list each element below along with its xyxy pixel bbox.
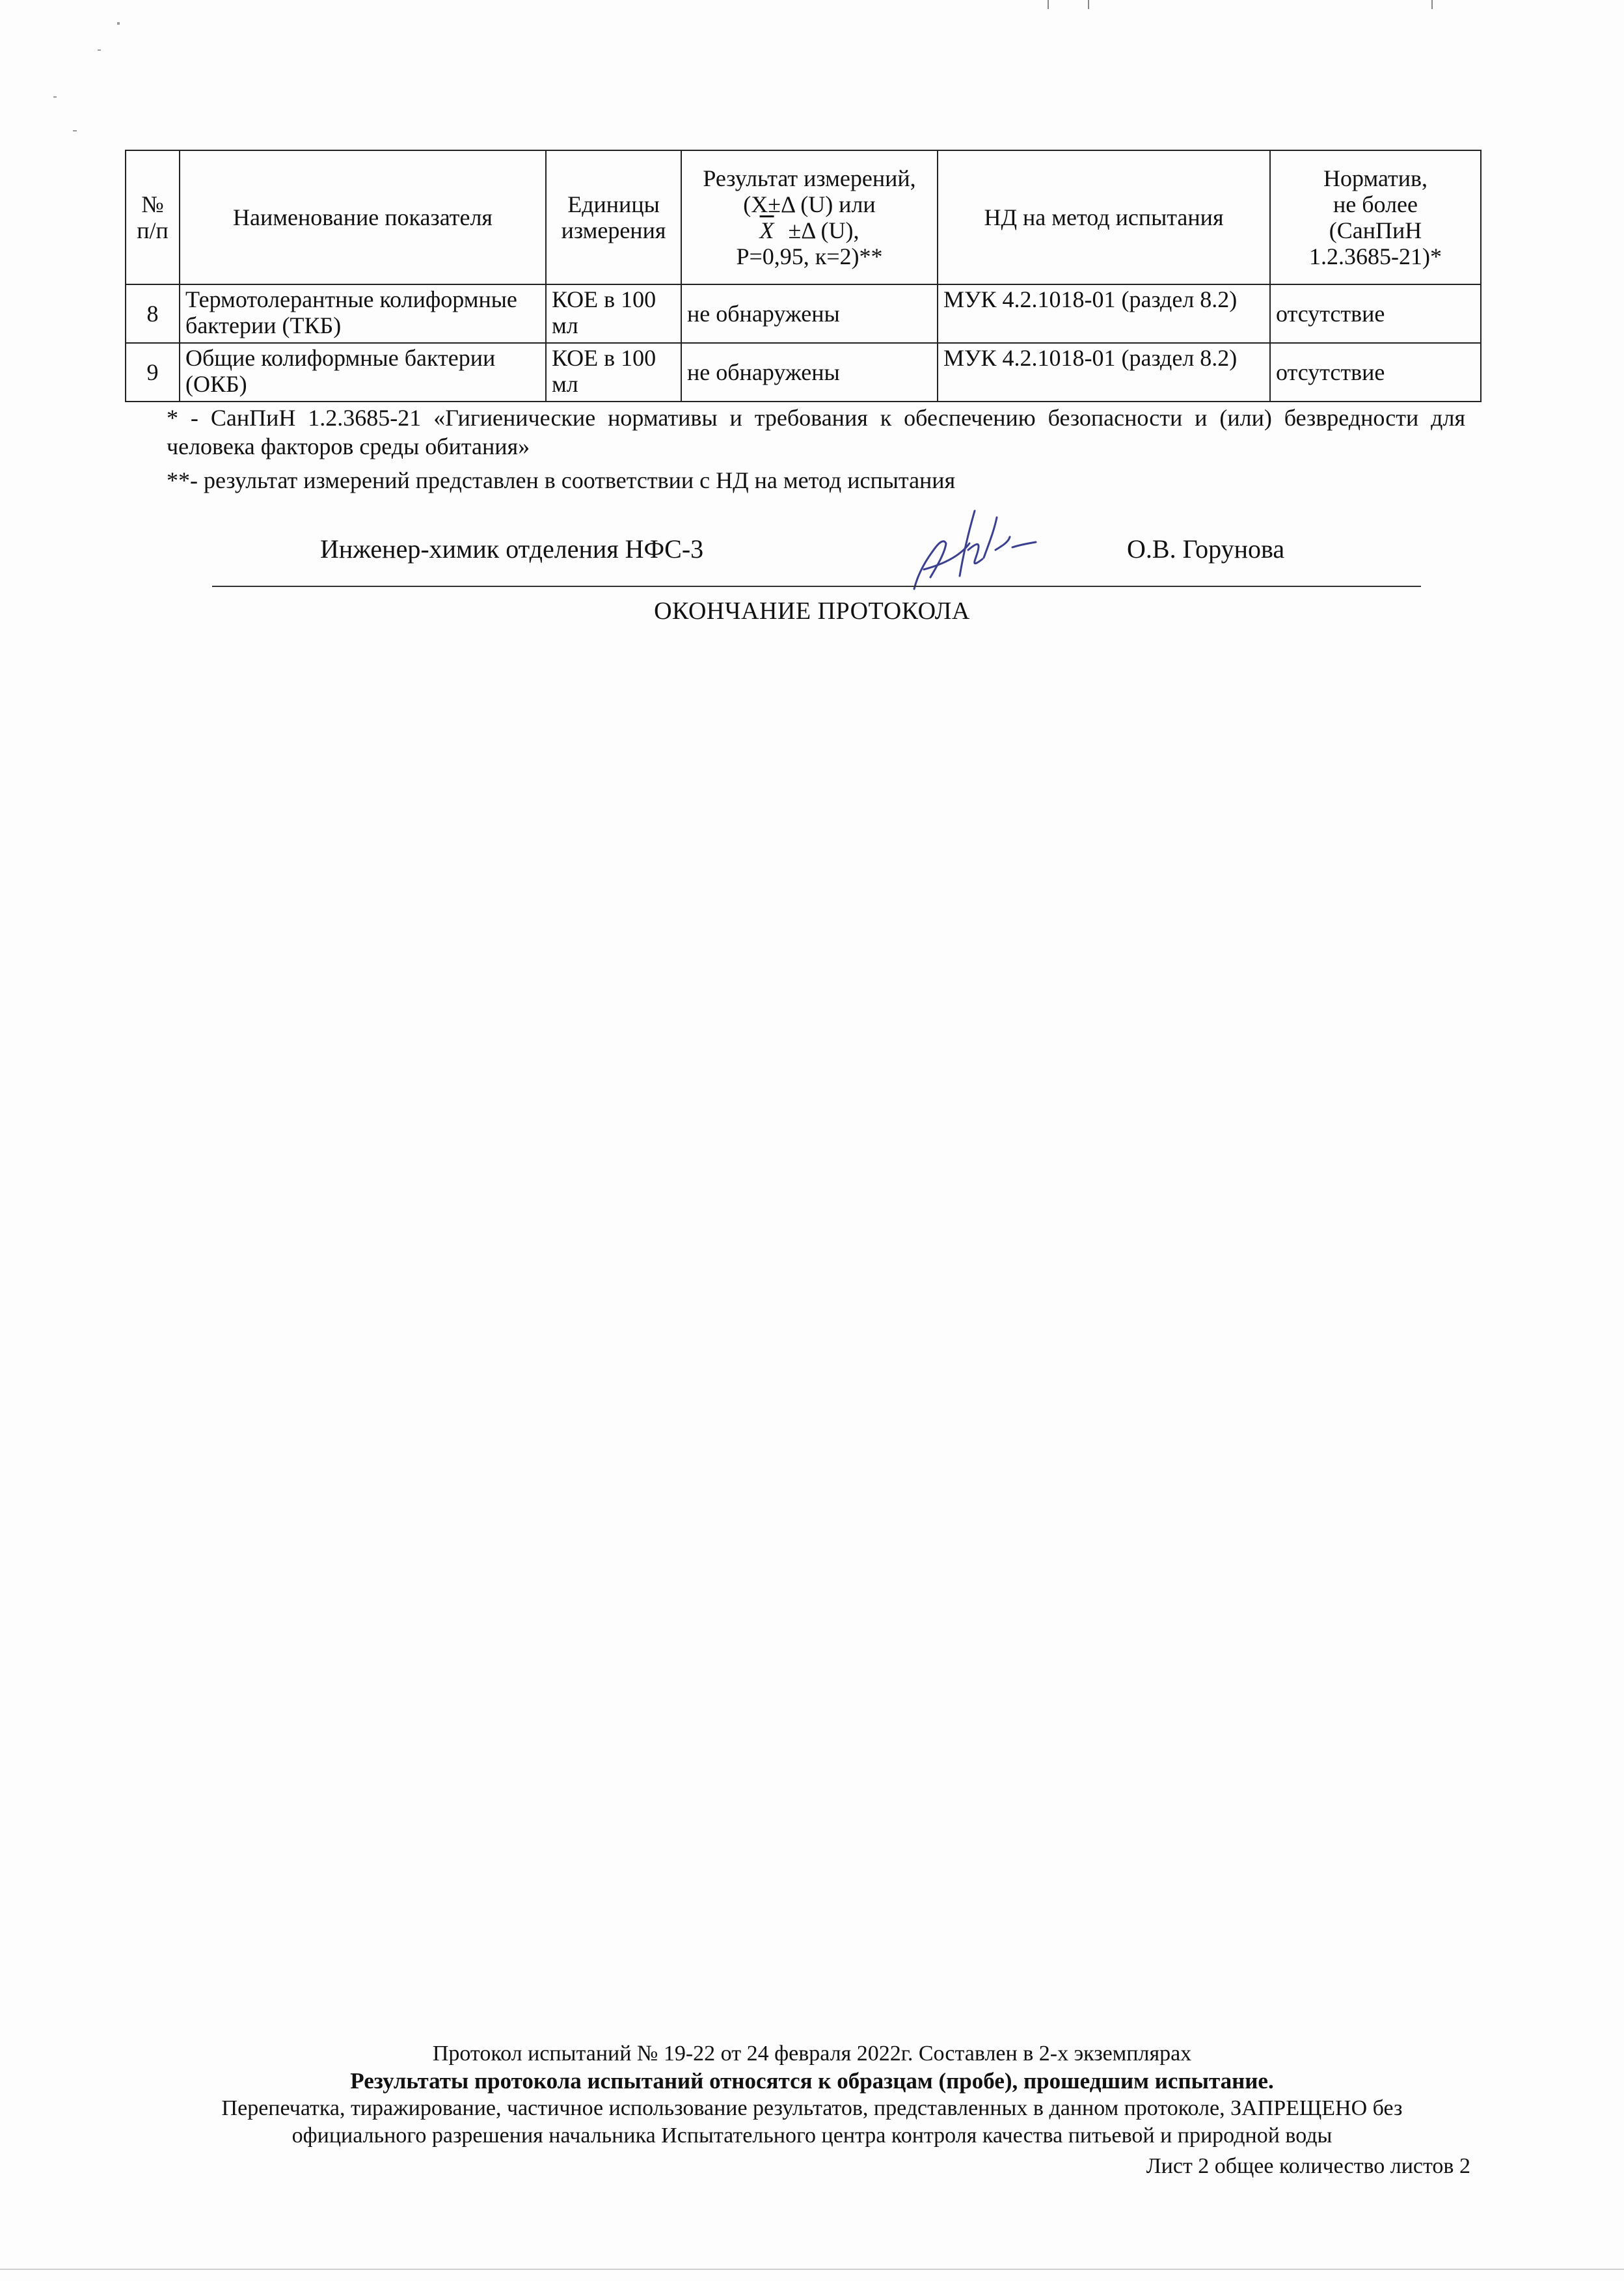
- table-row: [126, 284, 1481, 343]
- table-row: [126, 343, 1481, 402]
- header-norm-line: не более: [1333, 191, 1418, 217]
- scan-speck: [53, 96, 57, 98]
- handwritten-signature: [898, 504, 1048, 592]
- signer-name: О.В. Горунова: [1127, 534, 1285, 564]
- header-norm-line: (СанПиН: [1329, 217, 1422, 243]
- row-result: не обнаружены: [681, 284, 938, 343]
- header-result-line: (X±Δ (U) или: [743, 191, 876, 217]
- scan-speck: [117, 22, 120, 25]
- scan-mark: [1431, 0, 1433, 9]
- scan-speck: [98, 49, 101, 51]
- footer-results-notice: Результаты протокола испытаний относятся к образцам (пробе), прошедшим испытание.: [350, 2068, 1274, 2094]
- x-bar-symbol: $\overline{X}$: [759, 217, 774, 243]
- scan-speck: [73, 130, 77, 131]
- signer-position: Инженер-химик отделения НФС-3: [320, 534, 704, 564]
- results-table: [125, 150, 1482, 402]
- page-footer: [130, 2040, 1494, 2150]
- header-result-line: [687, 217, 932, 243]
- row-units: КОЕ в 100 мл: [546, 284, 681, 343]
- header-result-line: P=0,95, к=2)**: [736, 243, 883, 269]
- header-num: № п/п: [126, 150, 180, 284]
- table-header-row: [126, 150, 1481, 284]
- scan-mark: [1048, 0, 1049, 9]
- header-indicator-name: Наименование показателя: [180, 150, 546, 284]
- row-units: КОЕ в 100 мл: [546, 343, 681, 402]
- signature-divider: [212, 586, 1421, 587]
- row-method: МУК 4.2.1018-01 (раздел 8.2): [938, 343, 1270, 402]
- footer-copy-restriction: Перепечатка, тиражирование, частичное использование результатов, представленных в данном протоколе, ЗАПРЕЩЕНО без: [221, 2096, 1403, 2120]
- row-method: МУК 4.2.1018-01 (раздел 8.2): [938, 284, 1270, 343]
- sheet-counter: Лист 2 общее количество листов 2: [1146, 2154, 1470, 2178]
- row-norm: отсутствие: [1270, 284, 1481, 343]
- header-method: НД на метод испытания: [938, 150, 1270, 284]
- row-num: 9: [126, 343, 180, 402]
- footnote-measurement: **- результат измерений представлен в соответствии с НД на метод испытания: [167, 467, 956, 493]
- scan-mark: [1088, 0, 1089, 9]
- row-num: 8: [126, 284, 180, 343]
- header-result: [681, 150, 938, 284]
- footer-protocol-line: Протокол испытаний № 19-22 от 24 февраля 2022г. Составлен в 2-х экземплярах: [432, 2042, 1192, 2066]
- scan-edge: [0, 2269, 1624, 2270]
- header-units: Единицы измерения: [546, 150, 681, 284]
- header-result-line-rest: ±Δ (U),: [788, 217, 859, 243]
- header-result-line: Результат измерений,: [703, 165, 916, 191]
- footnote-sanpin: * - СанПиН 1.2.3685-21 «Гигиенические нормативы и требования к обеспечению безопасности и (или) безвредности для человека факторов среды обитания»: [167, 405, 1465, 459]
- row-norm: отсутствие: [1270, 343, 1481, 402]
- footer-copy-restriction-cont: официального разрешения начальника Испытательного центра контроля качества питьевой и природной воды: [291, 2124, 1333, 2148]
- row-indicator-name: Термотолерантные колиформные бактерии (ТКБ): [180, 284, 546, 343]
- header-norm-line: Норматив,: [1323, 165, 1428, 191]
- header-norm-line: 1.2.3685-21)*: [1309, 243, 1442, 269]
- row-indicator-name: Общие колиформные бактерии (ОКБ): [180, 343, 546, 402]
- end-of-protocol-label: ОКОНЧАНИЕ ПРОТОКОЛА: [654, 597, 970, 625]
- header-norm: [1270, 150, 1481, 284]
- row-result: не обнаружены: [681, 343, 938, 402]
